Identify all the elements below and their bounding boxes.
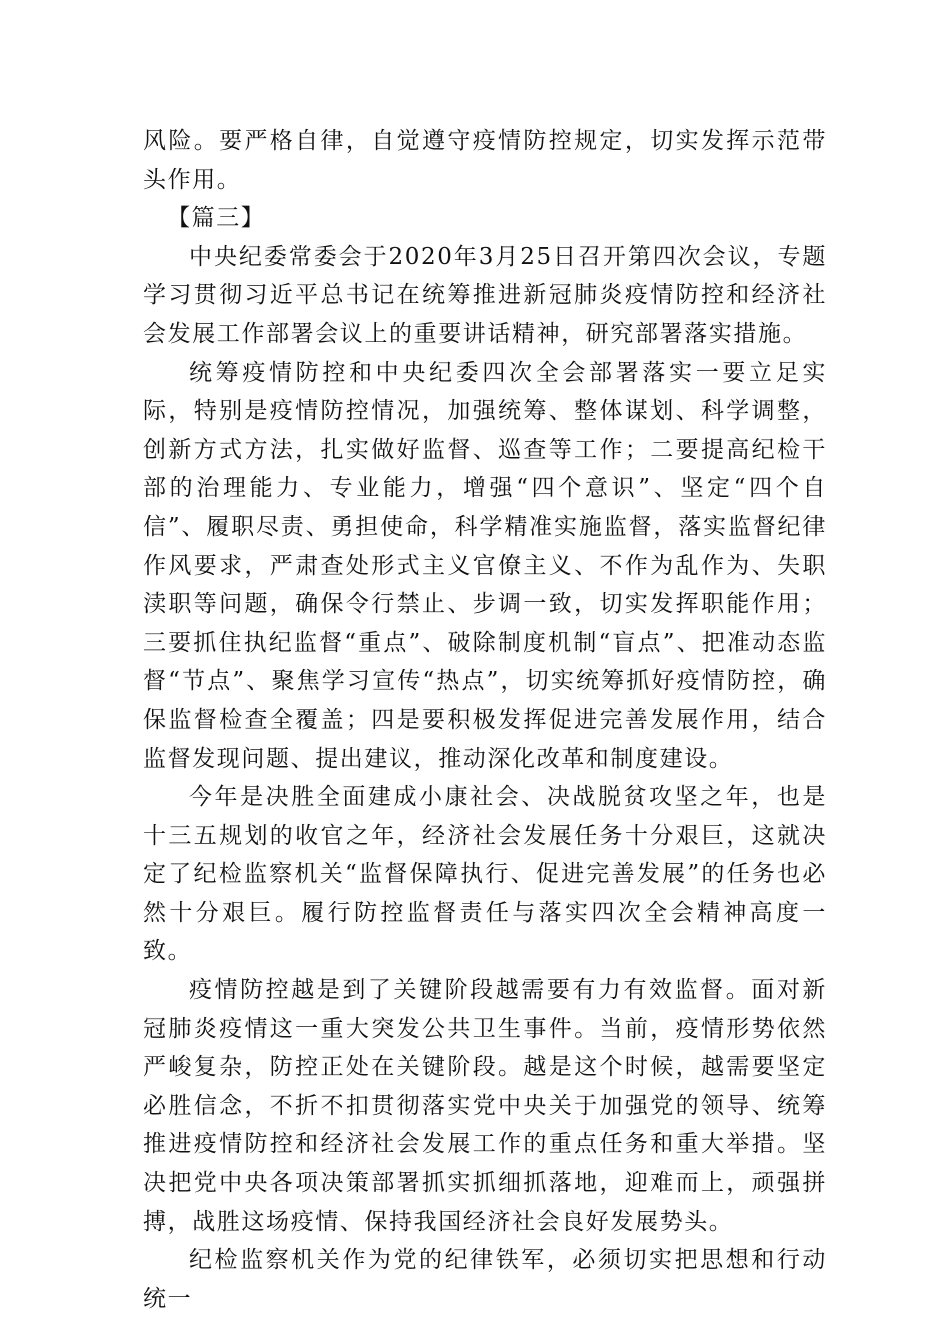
section-heading: 【篇三】: [167, 205, 266, 232]
paragraph-deployment: 统筹疫情防控和中央纪委四次全会部署落实一要立足实际，特别是疫情防控情况，加强统筹、整体谋划、科学调整，创新方式方法，扎实做好监督、巡查等工作；二要提高纪检干部的治理能力、专业能力，增强“四个意识”、坚定“四个自信”、履职尽责、勇担使命，科学精准实施监督，落实监督纪律作风要求，严肃查处形式主义官僚主义、不作为乱作为、失职渎职等问题，确保令行禁止、步调一致，切实发挥职能作用；三要抓住执纪监督“重点”、破除制度机制“盲点”、把准动态监督“节点”、聚焦学习宣传“热点”，切实统筹抓好疫情防控，确保监督检查全覆盖；四是要积极发挥促进完善发展作用，结合监督发现问题、提出建议，推动深化改革和制度建设。: [143, 359, 827, 772]
paragraph-supervision: 疫情防控越是到了关键阶段越需要有力有效监督。面对新冠肺炎疫情这一重大突发公共卫生事件。当前，疫情形势依然严峻复杂，防控正处在关键阶段。越是这个时候，越需要坚定必胜信念，不折不扣贯彻落实党中央关于加强党的领导、统筹推进疫情防控和经济社会发展工作的重点任务和重大举措。坚决把党中央各项决策部署抓实抓细抓落地，迎难而上，顽强拼搏，战胜这场疫情、保持我国经济社会良好发展势头。: [143, 977, 827, 1235]
paragraph-continuation: 风险。要严格自律，自觉遵守疫情防控规定，切实发挥示范带头作用。: [143, 128, 827, 193]
paragraph-discipline: 纪检监察机关作为党的纪律铁军，必须切实把思想和行动统一: [143, 1247, 827, 1312]
paragraph-meeting: 中央纪委常委会于2020年3月25日召开第四次会议，专题学习贯彻习近平总书记在统筹推进新冠肺炎疫情防控和经济社会发展工作部署会议上的重要讲话精神，研究部署落实措施。: [143, 243, 827, 347]
paragraph-this-year: 今年是决胜全面建成小康社会、决战脱贫攻坚之年，也是十三五规划的收官之年，经济社会发展任务十分艰巨，这就决定了纪检监察机关“监督保障执行、促进完善发展”的任务也必然十分艰巨。履行防控监督责任与落实四次全会精神高度一致。: [143, 784, 827, 965]
document-body: [143, 122, 827, 1318]
